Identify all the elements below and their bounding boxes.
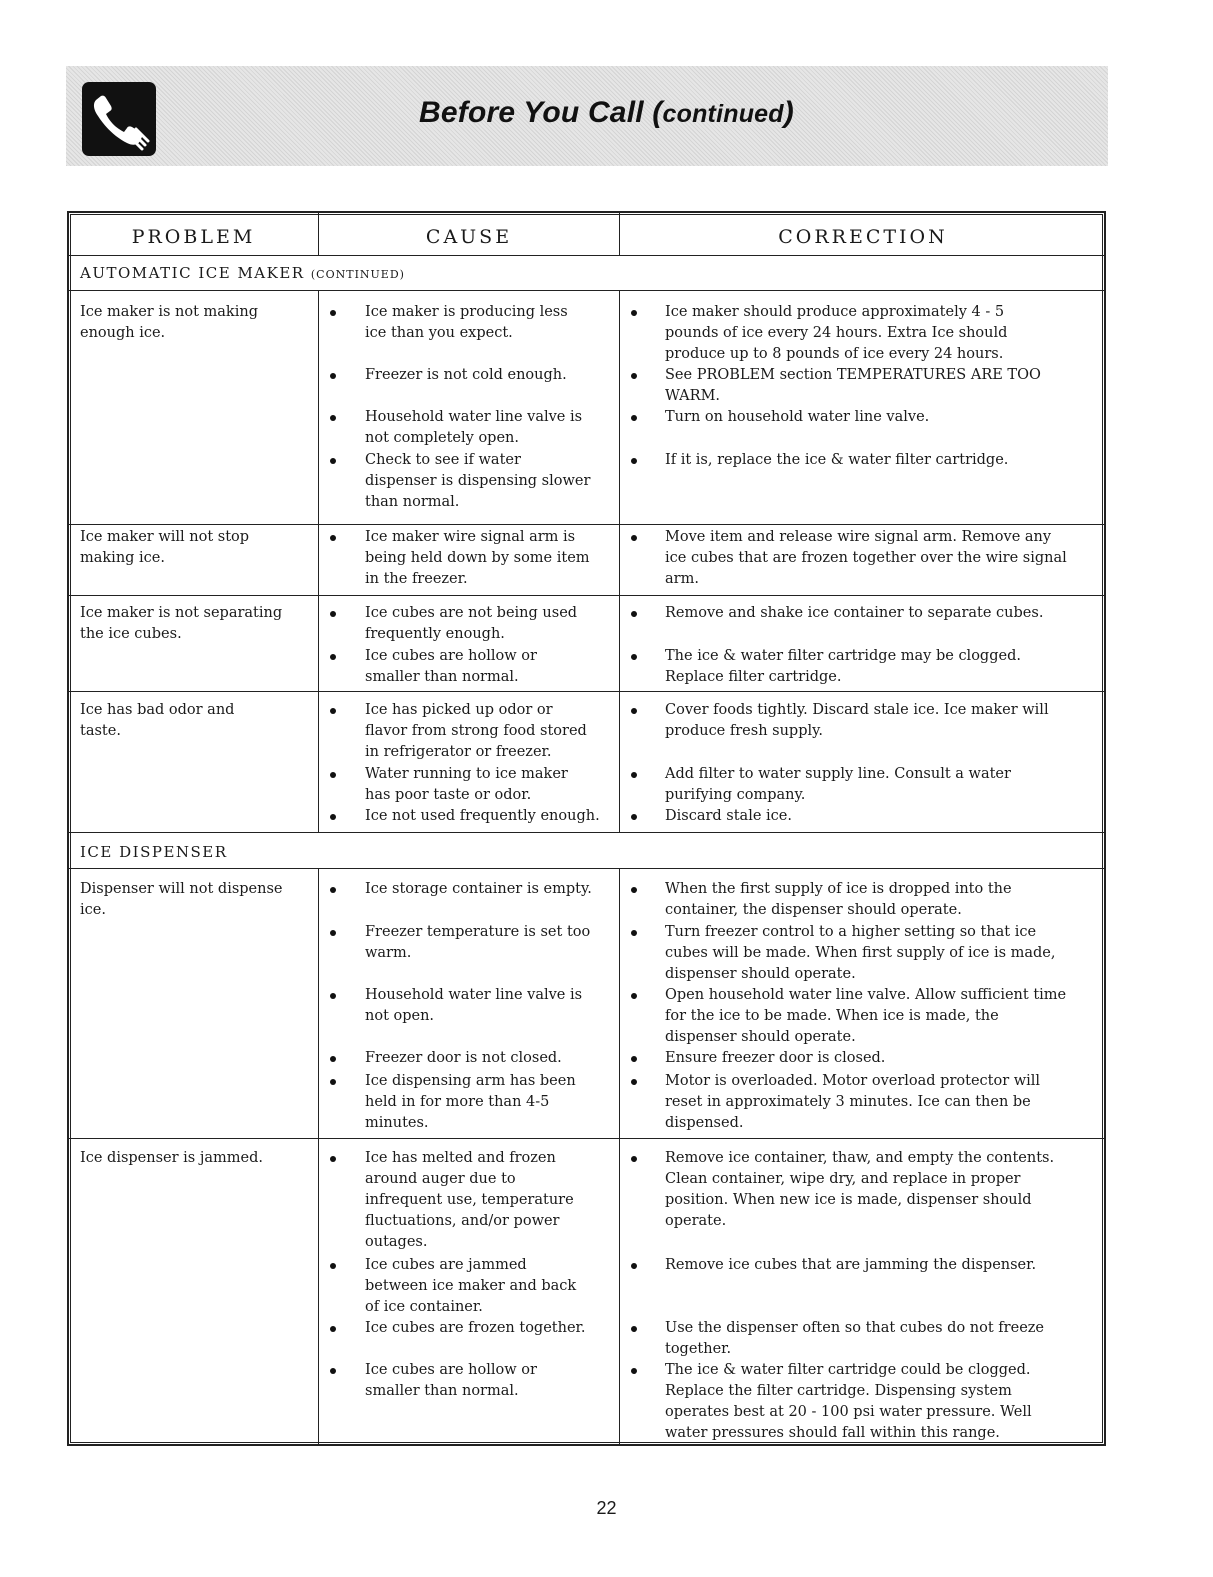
bullet (631, 772, 637, 778)
bullet (631, 930, 637, 936)
page-title: Before You Call (continued) (419, 96, 794, 129)
bullet (330, 458, 336, 464)
column-divider (619, 868, 620, 1446)
correction-text: The ice & water filter cartridge could be clogged. Replace the filter cartridge. Dispensing system operates best at 20 - 100 psi water pressure. Well water pressures should fall within this range. (665, 1362, 1032, 1441)
correction-text: Open household water line valve. Allow sufficient time for the ice to be made. When ice is made, the dispenser should operate. (665, 987, 1067, 1045)
correction-text: Remove ice cubes that are jamming the dispenser. (665, 1257, 1037, 1273)
correction-text: Ensure freezer door is closed. (665, 1050, 886, 1066)
bullet (631, 1156, 637, 1162)
bullet (631, 1056, 637, 1062)
page-number: 22 (596, 1498, 617, 1518)
cause-text: Ice cubes are frozen together. (365, 1320, 586, 1336)
problem-text: Ice maker is not separating the ice cubes. (80, 605, 283, 642)
cause-text: Water running to ice maker has poor taste or odor. (365, 766, 568, 803)
bullet (330, 1368, 336, 1374)
row-divider (69, 595, 1104, 596)
column-header-cause: CAUSE (425, 226, 513, 248)
bullet (330, 930, 336, 936)
problem-text: Ice dispenser is jammed. (80, 1150, 263, 1166)
bullet (330, 708, 336, 714)
problem-text: Ice maker is not making enough ice. (80, 304, 258, 341)
bullet (631, 373, 637, 379)
column-divider (619, 290, 620, 832)
column-divider (318, 290, 319, 832)
cause-text: Ice cubes are jammed between ice maker and back of ice container. (365, 1257, 577, 1315)
correction-text: Ice maker should produce approximately 4 - 5 pounds of ice every 24 hours. Extra Ice should produce up to 8 pounds of ice every 24 hours. (665, 304, 1008, 362)
row-divider (69, 691, 1104, 692)
bullet (330, 373, 336, 379)
column-divider (318, 868, 319, 1446)
bullet (330, 772, 336, 778)
bullet (330, 310, 336, 316)
correction-text: Use the dispenser often so that cubes do not freeze together. (665, 1320, 1044, 1357)
problem-text: Dispenser will not dispense ice. (80, 881, 283, 918)
bullet (631, 611, 637, 617)
correction-text: Remove and shake ice container to separate cubes. (665, 605, 1044, 621)
bullet (330, 887, 336, 893)
section-divider (69, 868, 1104, 869)
cause-text: Ice storage container is empty. (365, 881, 592, 897)
correction-text: Turn freezer control to a higher setting so that ice cubes will be made. When first supply of ice is made, dispenser should operate. (665, 924, 1056, 982)
bullet (631, 1079, 637, 1085)
bullet (330, 1156, 336, 1162)
bullet (330, 654, 336, 660)
cause-text: Freezer temperature is set too warm. (365, 924, 591, 961)
cause-text: Ice cubes are hollow or smaller than normal. (365, 648, 537, 685)
correction-text: When the first supply of ice is dropped into the container, the dispenser should operate. (665, 881, 1012, 918)
correction-text: See PROBLEM section TEMPERATURES ARE TOO WARM. (665, 367, 1041, 404)
column-header-problem: PROBLEM (131, 226, 256, 248)
correction-text: Add filter to water supply line. Consult a water purifying company. (665, 766, 1011, 803)
cause-text: Ice has picked up odor or flavor from strong food stored in refrigerator or freezer. (365, 702, 587, 760)
cause-text: Household water line valve is not open. (365, 987, 583, 1024)
cause-text: Ice dispensing arm has been held in for more than 4-5 minutes. (365, 1073, 576, 1131)
bullet (631, 535, 637, 541)
problem-text: Ice has bad odor and taste. (80, 702, 235, 739)
bullet (631, 708, 637, 714)
bullet (330, 814, 336, 820)
correction-text: If it is, replace the ice & water filter cartridge. (665, 452, 1009, 468)
section-title-ice-dispenser: ICE DISPENSER (80, 843, 228, 861)
section-title-automatic-ice-maker: AUTOMATIC ICE MAKER (CONTINUED) (80, 264, 405, 282)
correction-text: Cover foods tightly. Discard stale ice. Ice maker will produce fresh supply. (665, 702, 1049, 739)
cause-text: Ice has melted and frozen around auger due to infrequent use, temperature fluctuations, and/or power outages. (365, 1150, 574, 1250)
correction-text: Turn on household water line valve. (665, 409, 930, 425)
row-divider (69, 524, 1104, 525)
bullet (330, 1326, 336, 1332)
bullet (631, 1263, 637, 1269)
header-divider (69, 255, 1104, 256)
bullet (631, 887, 637, 893)
cause-text: Ice maker wire signal arm is being held down by some item in the freezer. (365, 529, 590, 587)
bullet (631, 654, 637, 660)
bullet (330, 993, 336, 999)
cause-text: Ice maker is producing less ice than you expect. (365, 304, 568, 341)
bullet (330, 611, 336, 617)
correction-text: Remove ice container, thaw, and empty the contents. Clean container, wipe dry, and replace in proper position. When new ice is made, dispenser should operate. (665, 1150, 1055, 1229)
correction-text: Move item and release wire signal arm. Remove any ice cubes that are frozen together over the wire signal arm. (665, 529, 1067, 587)
troubleshooting-table (67, 211, 1106, 1446)
bullet (631, 310, 637, 316)
row-divider (69, 1138, 1104, 1139)
bullet (631, 415, 637, 421)
bullet (330, 1079, 336, 1085)
correction-text: Motor is overloaded. Motor overload protector will reset in approximately 3 minutes. Ice can then be dispensed. (665, 1073, 1041, 1131)
cause-text: Freezer is not cold enough. (365, 367, 567, 383)
bullet (631, 1368, 637, 1374)
bullet (631, 993, 637, 999)
problem-text: Ice maker will not stop making ice. (80, 529, 250, 566)
column-header-correction: CORRECTION (778, 226, 948, 248)
bullet (330, 415, 336, 421)
bullet (330, 535, 336, 541)
bullet (631, 814, 637, 820)
bullet (631, 458, 637, 464)
section-divider (69, 290, 1104, 291)
bullet (631, 1326, 637, 1332)
cause-text: Ice cubes are hollow or smaller than normal. (365, 1362, 537, 1399)
correction-text: Discard stale ice. (665, 808, 792, 824)
row-divider (69, 832, 1104, 833)
bullet (330, 1263, 336, 1269)
cause-text: Ice not used frequently enough. (365, 808, 600, 824)
cause-text: Ice cubes are not being used frequently enough. (365, 605, 578, 642)
bullet (330, 1056, 336, 1062)
cause-text: Freezer door is not closed. (365, 1050, 562, 1066)
correction-text: The ice & water filter cartridge may be clogged. Replace filter cartridge. (665, 648, 1021, 685)
cause-text: Household water line valve is not completely open. (365, 409, 583, 446)
cause-text: Check to see if water dispenser is dispensing slower than normal. (365, 452, 591, 510)
